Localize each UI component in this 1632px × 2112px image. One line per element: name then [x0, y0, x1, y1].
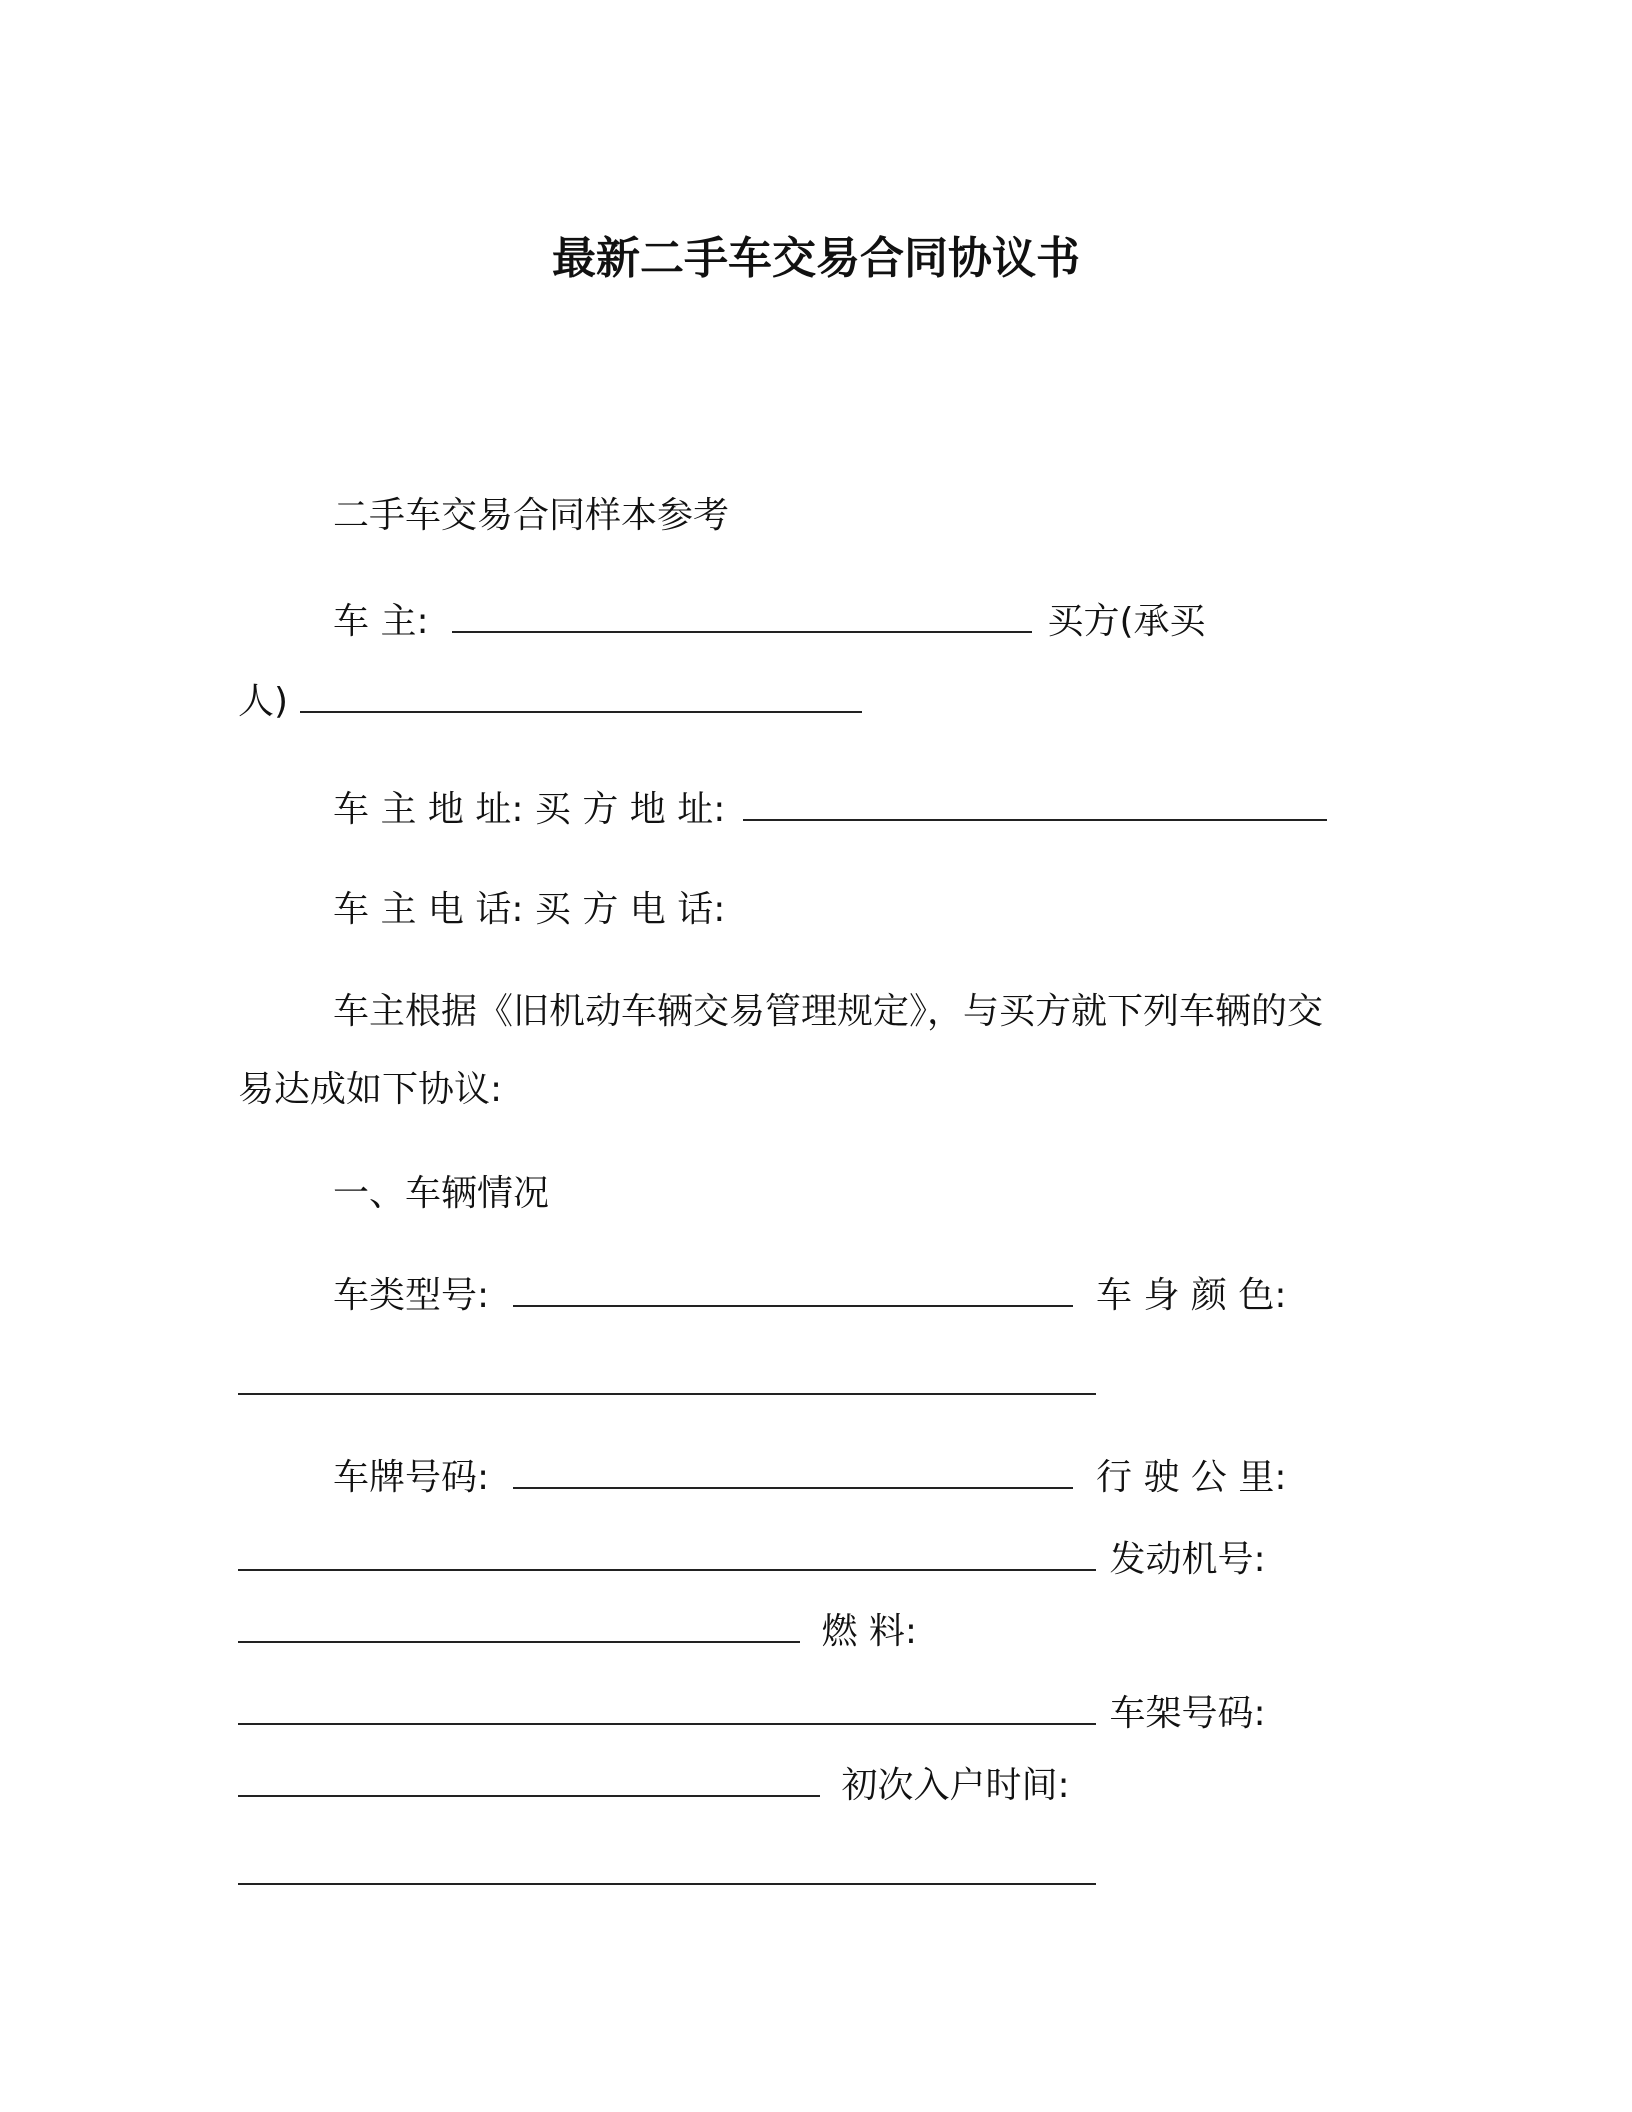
fuel-blank[interactable]: [238, 1693, 1096, 1725]
document-title: 最新二手车交易合同协议书: [552, 233, 1080, 284]
first-reg-row: [238, 1762, 1070, 1810]
color-label: 车 身 颜 色:: [1096, 1275, 1287, 1316]
color-blank[interactable]: [238, 1363, 1096, 1395]
first-reg-row-cont: [238, 1850, 1096, 1898]
first-reg-label: 初次入户时间:: [841, 1765, 1070, 1806]
section-1-heading: 一、车辆情况: [333, 1173, 550, 1214]
owner-row: [333, 598, 1206, 646]
color-row-cont: [238, 1360, 1096, 1408]
subtitle: 二手车交易合同样本参考: [333, 495, 730, 536]
model-label: 车类型号:: [333, 1275, 490, 1316]
engine-label: 发动机号:: [1109, 1539, 1266, 1580]
fuel-label: 燃 料:: [821, 1611, 918, 1652]
model-row: [333, 1272, 1287, 1320]
plate-row: [333, 1454, 1287, 1502]
vin-blank[interactable]: [238, 1765, 820, 1797]
owner-label: 车 主:: [333, 601, 429, 642]
address-blank[interactable]: [743, 789, 1327, 821]
buyer-row-cont: [238, 678, 862, 726]
fuel-row: [238, 1608, 917, 1656]
vin-label: 车架号码:: [1109, 1693, 1266, 1734]
engine-blank[interactable]: [238, 1611, 800, 1643]
buyer-blank[interactable]: [300, 681, 862, 713]
phone-row: 车 主 电 话: 买 方 电 话:: [333, 889, 726, 930]
address-row: [333, 786, 1327, 834]
engine-row: [238, 1536, 1266, 1584]
plate-blank[interactable]: [513, 1457, 1073, 1489]
plate-label: 车牌号码:: [333, 1457, 490, 1498]
mileage-blank[interactable]: [238, 1539, 1096, 1571]
first-reg-blank[interactable]: [238, 1853, 1096, 1885]
agreement-line-2: 易达成如下协议:: [238, 1069, 503, 1110]
vin-row: [238, 1690, 1266, 1738]
owner-blank[interactable]: [452, 601, 1032, 633]
buyer-label: 买方(承买: [1047, 601, 1206, 642]
mileage-label: 行 驶 公 里:: [1096, 1457, 1287, 1498]
model-blank[interactable]: [513, 1275, 1073, 1307]
agreement-line-1: 车主根据《旧机动车辆交易管理规定》，与买方就下列车辆的交: [333, 991, 1324, 1032]
buyer-label-cont: 人): [238, 681, 289, 722]
address-labels: 车 主 地 址: 买 方 地 址:: [333, 789, 726, 830]
